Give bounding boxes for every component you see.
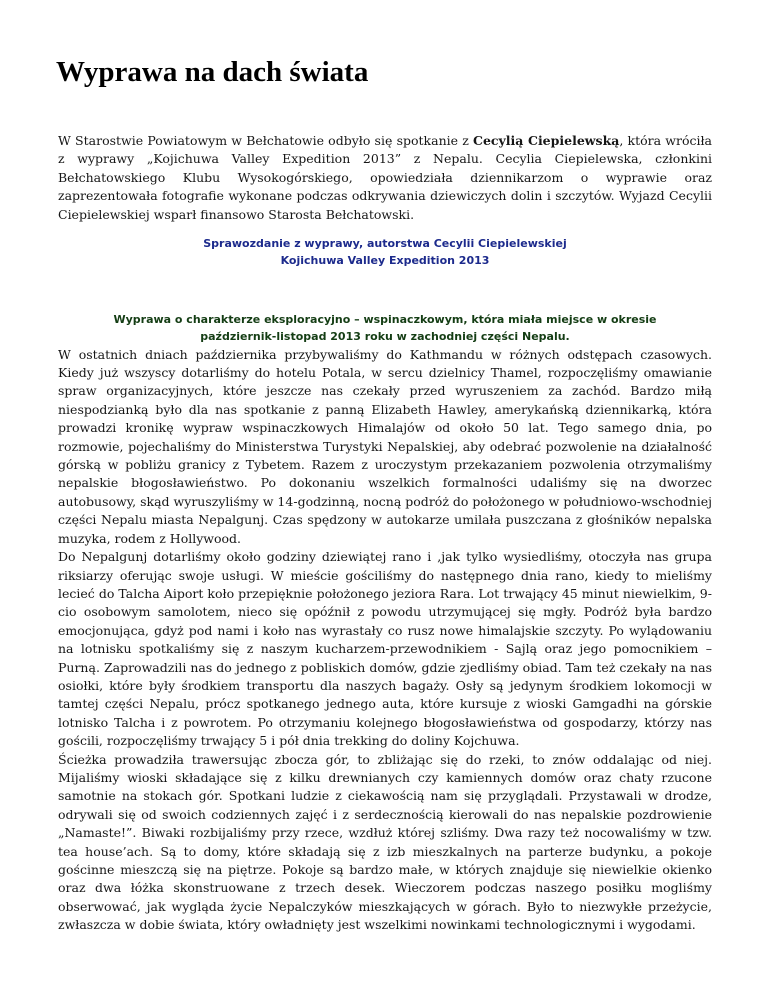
paragraph-trekking-path: Ścieżka prowadziła trawersując zbocza gór, to zbliżając się do rzeki, to znów oddalając od niej. Mijaliśmy wioski składające się z kilku drewnianych czy kamiennych domów oraz chaty rzucone samotnie na stokach gór. Spotkani ludzie z ciekawością nam się przyglądali. Przystawali w drodze, odrywali się od swoich codziennych zajęć i z serdecznością kierowali do nas nepalskie pozdrowienie „Namaste!”. Biwaki rozbijaliśmy przy rzece, wzdłuż której szliśmy. Dwa razy też nocowaliśmy w tzw. tea house’ach. Są to domy, które składają się z izb mieszkalnych na parterze budynku, a pokoje gościnne mieszczą się na piętrze. Pokoje są bardzo małe, w których znajduje się niewielkie okienko oraz dwa łóżka skonstruowane z trzech desek. Wieczorem podczas naszego posiłku mogliśmy obserwować, jak wygląda życie Nepalczyków mieszkających w górach. Było to niezwykłe przeżycie, zwłaszcza w dobie świata, który owładnięty jest wszelkimi nowinkami technologicznymi i wygodami. [58,751,712,933]
intro-paragraph [58,132,712,224]
intro-person-name: Cecylią Ciepielewską [473,133,620,148]
paragraph-kathmandu: W ostatnich dniach października przybywaliśmy do Kathmandu w różnych odstępach czasowych. Kiedy już wszyscy dotarliśmy do hotelu Potala, w sercu dzielnicy Thamel, rozpoczęliśmy omawianie spraw organizacyjnych, które jeszcze nas czekały przed wyruszeniem za zachód. Bardzo miłą niespodzianką było dla nas spotkanie z panną Elizabeth Hawley, amerykańską dziennikarką, która prowadzi kronikę wypraw wspinaczkowych Himalajów od około 50 lat. Tego samego dnia, po rozmowie, pojechaliśmy do Ministerstwa Turystyki Nepalskiej, aby odebrać pozwolenie na działalność górską w pobliżu granicy z Tybetem. Razem z uroczystym przekazaniem pozwolenia otrzymaliśmy nepalskie błogosławieństwo. Po dokonaniu wszelkich formalności udaliśmy się na dworzec autobusowy, skąd wyruszyliśmy w 14-godzinną, nocną podróż do położonego w południowo-wschodniej części Nepalu miasta Nepalgunj. Czas spędzony w autokarze umilała puszczana z głośników nepalska muzyka, rodem z Hollywood. [58,346,712,546]
page-title: Wyprawa na dach świata [56,56,369,88]
expedition-subtitle: Wyprawa o charakterze eksploracyjno – wspinaczkowym, która miała miejsce w okresie październik-listopad 2013 roku w zachodniej części Nepalu. [113,313,657,343]
report-caption-author: Sprawozdanie z wyprawy, autorstwa Cecylii Ciepielewskiej [203,237,567,251]
paragraph-nepalgunj: Do Nepalgunj dotarliśmy około godziny dziewiątej rano i ,jak tylko wysiedliśmy, otoczyła nas grupa riksiarzy oferując swoje usługi. W mieście gościliśmy do następnego dnia rano, kiedy to mieliśmy lecieć do Talcha Aiport koło przepięknie położonego jeziora Rara. Lot trwający 45 minut niewielkim, 9-cio osobowym samolotem, nieco się opóźnił z powodu utrzymującej się mgły. Podróż była bardzo emocjonująca, gdyż pod nami i koło nas wyrastały co rusz nowe himalajskie szczyty. Po wylądowaniu na lotnisku spotkaliśmy się z naszym kucharzem-przewodnikiem - Sajlą oraz jego pomocnikiem – Purną. Zaprowadzili nas do jednego z pobliskich domów, gdzie zjedliśmy obiad. Tam też czekały na nas osiołki, które były środkiem transportu dla naszych bagaży. Osły są jedynym środkiem lokomocji w tamtej części Nepalu, prócz spotkanego jednego auta, które kursuje z wioski Gamgadhi na górskie lotnisko Talcha i z powrotem. Po otrzymaniu kolejnego błogosławieństwa od gospodarzy, którzy nas gościli, rozpoczęliśmy trwający 5 i pół dnia trekking do doliny Kojchuwa. [58,549,712,749]
report-caption-expedition: Kojichuwa Valley Expedition 2013 [280,253,490,267]
intro-text-after: , która wróciła z wyprawy „Kojichuwa Valley Expedition 2013” z Nepalu. Cecylia Ciepielewska, członkini Bełchatowskiego Klubu Wysokogórskiego, opowiedziała dziennikarzom o wyprawie oraz zaprezentowała fotografie wykonane podczas odkrywania dziewiczych dolin i szczytów. Wyjazd Cecylii Ciepielewskiej wsparł finansowo Starosta Bełchatowski. [58,133,712,222]
article-body [58,132,712,935]
intro-text-before: W Starostwie Powiatowym w Bełchatowie odbyło się spotkanie z [58,133,474,148]
report-caption [58,236,712,269]
